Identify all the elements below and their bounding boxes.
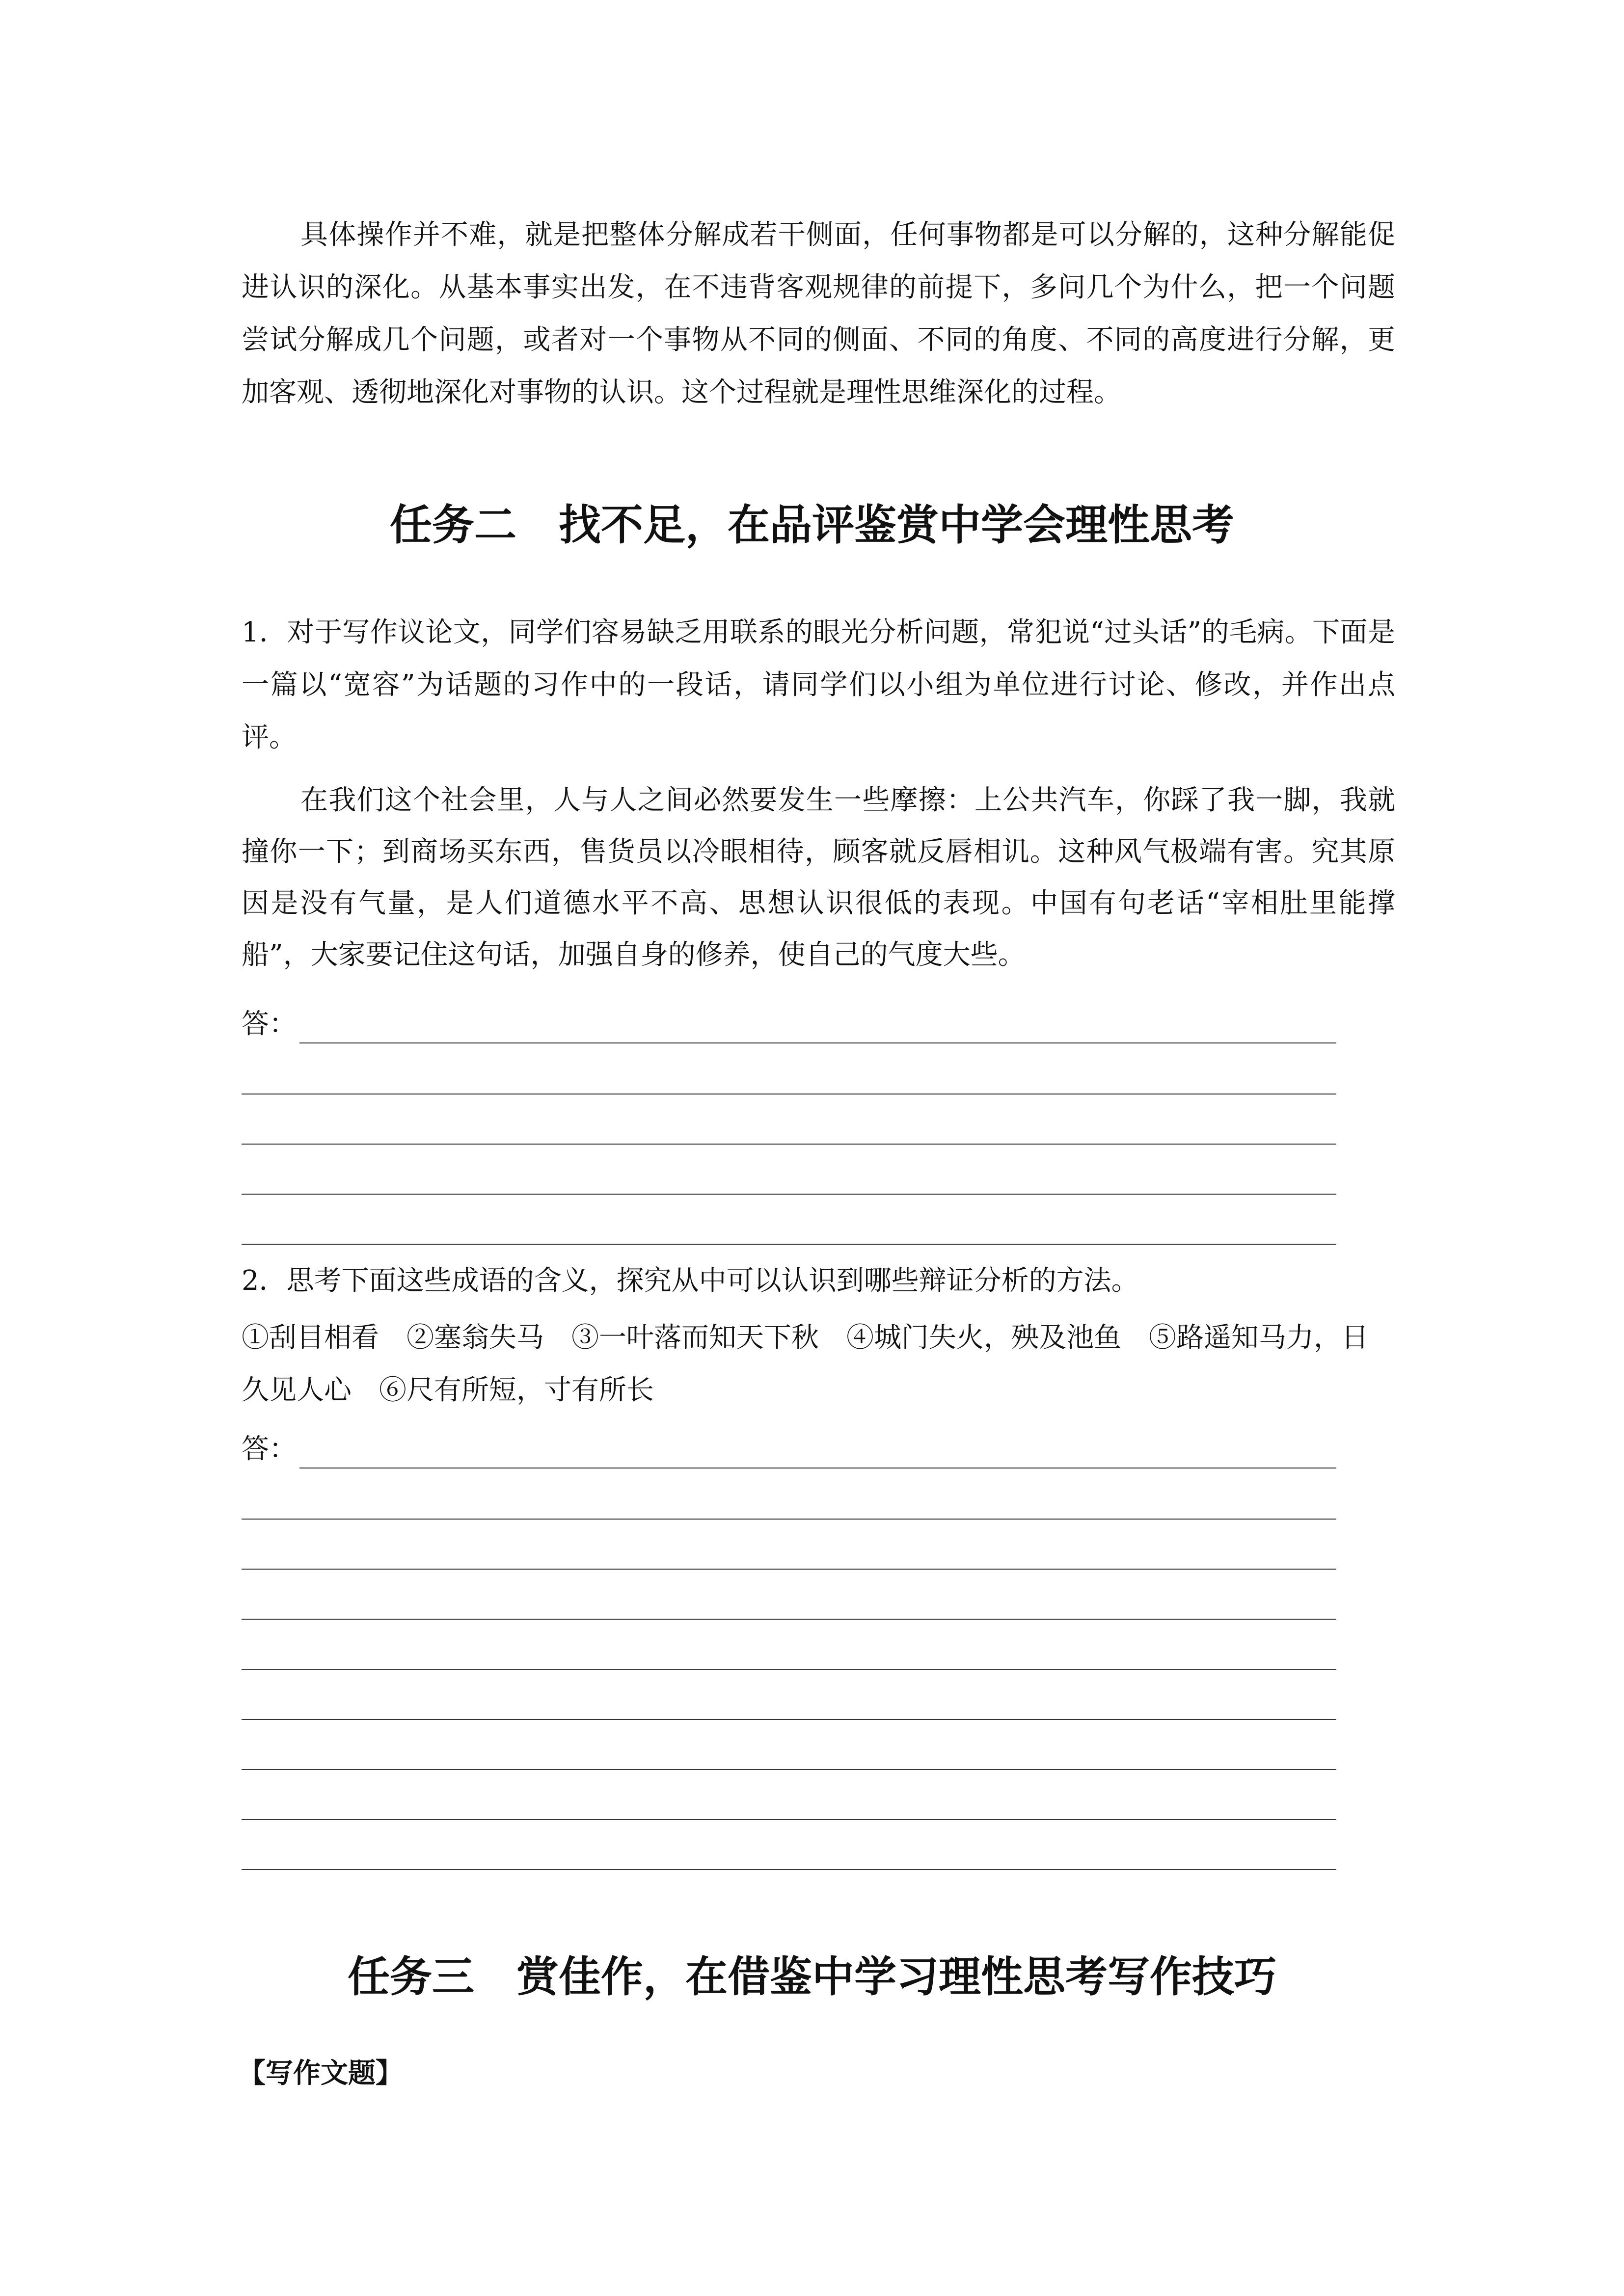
answer-line[interactable] <box>242 1769 1336 1770</box>
answer-line[interactable] <box>242 1094 1336 1095</box>
answer-label-1: 答： <box>242 1008 297 1040</box>
idiom-list: ①刮目相看 ②塞翁失马 ③一叶落而知天下秋 ④城门失火，殃及池鱼 ⑤路遥知马力，日久见人心 ⑥尺有所短，寸有所长 <box>242 1322 1369 1406</box>
intro-paragraph: 具体操作并不难，就是把整体分解成若干侧面，任何事物都是可以分解的，这种分解能促进认识的深化。从基本事实出发，在不违背客观规律的前提下，多问几个为什么，把一个问题尝试分解成几个问题，或者对一个事物从不同的侧面、不同的角度、不同的高度进行分解，更加客观、透彻地深化对事物的认识。这个过程就是理性思维深化的过程。 <box>242 219 1395 408</box>
answer-line[interactable] <box>242 1569 1336 1570</box>
question-1-passage: 在我们这个社会里，人与人之间必然要发生一些摩擦：上公共汽车，你踩了我一脚，我就撞你一下；到商场买东西，售货员以冷眼相待，顾客就反唇相讥。这种风气极端有害。究其原因是没有气量，是人们道德水平不高、思想认识很低的表现。中国有句老话“宰相肚里能撑船”，大家要记住这句话，加强自身的修养，使自己的气度大些。 <box>242 784 1395 971</box>
answer-line[interactable] <box>242 1869 1336 1870</box>
question-2-prompt: 2．思考下面这些成语的含义，探究从中可以认识到哪些辩证分析的方法。 <box>242 1265 1139 1297</box>
answer-line[interactable] <box>242 1144 1336 1145</box>
task3-heading: 任务三 赏佳作，在借鉴中学习理性思考写作技巧 <box>348 1952 1276 2002</box>
answer-line[interactable] <box>242 1669 1336 1670</box>
section-label-writing-prompt: 【写作文题】 <box>238 2057 403 2089</box>
task2-heading: 任务二 找不足，在品评鉴赏中学会理性思考 <box>390 500 1234 550</box>
answer-line[interactable] <box>242 1194 1336 1195</box>
answer-label-2: 答： <box>242 1433 297 1465</box>
answer-line[interactable] <box>242 1819 1336 1820</box>
answer-line[interactable] <box>242 1619 1336 1620</box>
answer-line[interactable] <box>299 1042 1336 1043</box>
question-1-prompt: 1．对于写作议论文，同学们容易缺乏用联系的眼光分析问题，常犯说“过头话”的毛病。下面是一篇以“宽容”为话题的习作中的一段话，请同学们以小组为单位进行讨论、修改，并作出点评。 <box>242 616 1395 753</box>
answer-line[interactable] <box>242 1719 1336 1720</box>
answer-line[interactable] <box>242 1244 1336 1245</box>
answer-line[interactable] <box>242 1519 1336 1520</box>
